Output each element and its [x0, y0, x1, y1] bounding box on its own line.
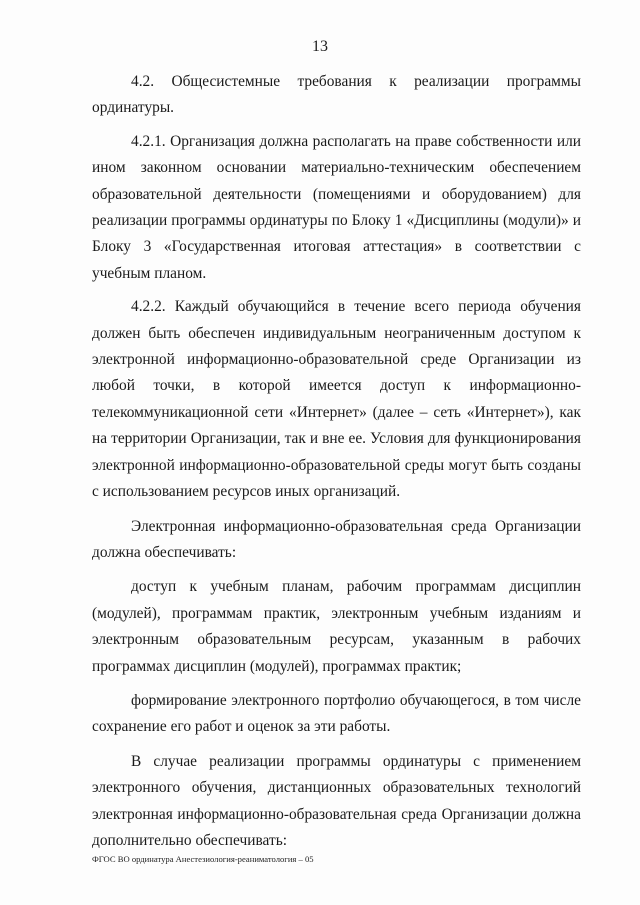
document-body [92, 69, 581, 854]
paragraph-environment-intro: Электронная информационно-образовательная среда Организации должна обеспечивать: [92, 517, 581, 561]
page-number: 13 [312, 38, 328, 55]
page-footer: ФГОС ВО ординатура Анестезиология-реаниматология – 05 [92, 854, 314, 864]
paragraph-distance-learning: В случае реализации программы ординатуры с применением электронного обучения, дистанционных образовательных технологий электронная информационно-образовательная среда Организации должна дополнительно обеспечивать: [92, 752, 581, 849]
paragraph-4-2-1: 4.2.1. Организация должна располагать на праве собственности или ином законном основании материально-техническим обеспечением образовательной деятельности (помещениями и оборудованием) для реализации программы ординатуры по Блоку 1 «Дисциплины (модули)» и Блоку 3 «Государственная итоговая аттестация» в соответствии с учебным планом. [92, 132, 581, 282]
paragraph-4-2: 4.2. Общесистемные требования к реализации программы ординатуры. [92, 73, 581, 117]
paragraph-access-item: доступ к учебным планам, рабочим программам дисциплин (модулей), программам практик, электронным учебным изданиям и электронным образовательным ресурсам, указанным в рабочих программах дисциплин (модулей), программах практик; [92, 578, 581, 675]
paragraph-portfolio-item: формирование электронного портфолио обучающегося, в том числе сохранение его работ и оценок за эти работы. [92, 691, 581, 736]
paragraph-4-2-2: 4.2.2. Каждый обучающийся в течение всего периода обучения должен быть обеспечен индивидуальным неограниченным доступом к электронной информационно-образовательной среде Организации из любой точки, в которой имеется доступ к информационно-телекоммуникационной сети «Интернет» (далее – сеть «Интернет»), как на территории Организации, так и вне ее. Условия для функционирования электронной информационно-образовательной среды могут быть созданы с использованием ресурсов иных организаций. [92, 298, 581, 501]
